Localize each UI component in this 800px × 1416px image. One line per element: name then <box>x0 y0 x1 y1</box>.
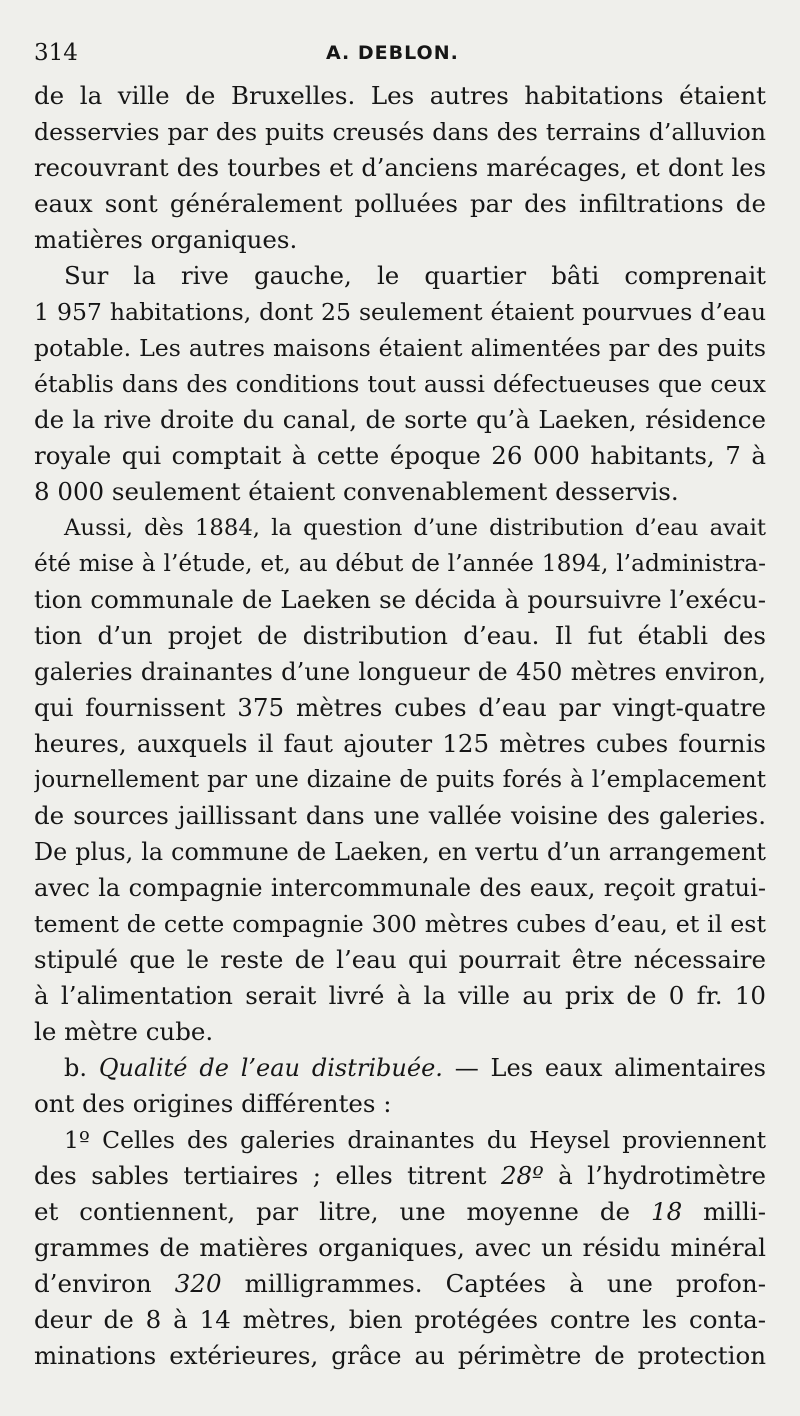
running-head <box>34 28 766 78</box>
text-line: De plus, la commune de Laeken, en vertu d’un arrangement <box>34 838 766 866</box>
text-line: 1 957 habitations, dont 25 seulement étaient pourvues d’eau <box>34 298 766 326</box>
text-line: heures, auxquels il faut ajouter 125 mètres cubes fournis <box>34 729 766 758</box>
header-author: A. DEBLON. <box>326 42 459 64</box>
text-line: établis dans des conditions tout aussi défectueuses que ceux <box>34 370 766 398</box>
item-1-line-5 <box>34 1266 766 1302</box>
item-1-line-1: 1º Celles des galeries drainantes du Heysel proviennent <box>64 1126 766 1154</box>
text-line: tion d’un projet de distribution d’eau. Il fut établi des <box>34 621 766 650</box>
item-1-line-2-b: à l’hydrotimètre <box>543 1161 766 1190</box>
text-line: tion communale de Laeken se décida à poursuivre l’exécu- <box>34 585 766 614</box>
item-1-line-2-italic: 28º <box>500 1161 544 1190</box>
page-number: 314 <box>34 40 78 66</box>
section-heading-line <box>34 1050 766 1086</box>
text-line: avec la compagnie intercommunale des eaux, reçoit gratui- <box>34 874 766 902</box>
text-line: desservies par des puits creusés dans des terrains d’alluvion <box>34 118 766 146</box>
paragraph-lines-after <box>34 1086 766 1122</box>
item-1-line-3-a: et contiennent, par litre, une moyenne de <box>34 1197 651 1226</box>
item-1-line-2-a: des sables tertiaires ; elles titrent <box>34 1161 501 1190</box>
text-line: ont des origines différentes : <box>34 1089 392 1118</box>
text-line: recouvrant des tourbes et d’anciens marécages, et dont les <box>34 154 766 182</box>
item-1-line-3-italic: 18 <box>651 1197 683 1226</box>
section-title-rest: — Les eaux alimentaires <box>442 1054 766 1082</box>
item-1-line-5-b: milligrammes. Captées à une profon- <box>221 1269 766 1298</box>
text-line: de la rive droite du canal, de sorte qu’à Laeken, résidence <box>34 405 766 434</box>
section-title: Qualité de l’eau distribuée. <box>98 1054 443 1082</box>
text-line: à l’alimentation serait livré à la ville au prix de 0 fr. 10 <box>34 981 766 1010</box>
item-1-line-4: grammes de matières organiques, avec un résidu minéral <box>34 1233 766 1262</box>
text-line: galeries drainantes d’une longueur de 450 mètres environ, <box>34 657 766 686</box>
text-line: été mise à l’étude, et, au début de l’année 1894, l’administra- <box>34 550 766 577</box>
body-text <box>34 78 766 1374</box>
section-prefix: b. <box>64 1054 99 1082</box>
item-1-line-7: minations extérieures, grâce au périmètre de protection <box>34 1341 766 1370</box>
text-line: qui fournissent 375 mètres cubes d’eau par vingt-quatre <box>34 693 766 722</box>
text-line: tement de cette compagnie 300 mètres cubes d’eau, et il est <box>34 910 766 938</box>
text-line: matières organiques. <box>34 225 298 254</box>
item-1-line-3 <box>34 1194 766 1230</box>
text-line: journellement par une dizaine de puits forés à l’emplacement <box>34 766 766 793</box>
text-line: eaux sont généralement polluées par des infiltrations de <box>34 189 766 218</box>
item-1-line-5-a: d’environ <box>34 1269 175 1298</box>
text-line: stipulé que le reste de l’eau qui pourrait être nécessaire <box>34 945 766 974</box>
paragraph-lines <box>34 78 766 1050</box>
text-line: de la ville de Bruxelles. Les autres habitations étaient <box>34 81 766 110</box>
text-line: de sources jaillissant dans une vallée voisine des galeries. <box>34 801 766 830</box>
text-line: royale qui comptait à cette époque 26 000 habitants, 7 à <box>34 441 766 470</box>
text-line: potable. Les autres maisons étaient alimentées par des puits <box>34 334 766 362</box>
item-1-line-2 <box>34 1158 766 1194</box>
item-1-line-5-italic: 320 <box>174 1269 222 1298</box>
item-1-line-3-b: milli- <box>682 1197 766 1226</box>
text-line: le mètre cube. <box>34 1017 214 1046</box>
text-line: Sur la rive gauche, le quartier bâti comprenait <box>64 261 766 290</box>
item-1-line-6: deur de 8 à 14 mètres, bien protégées contre les conta- <box>34 1305 766 1334</box>
text-line: Aussi, dès 1884, la question d’une distribution d’eau avait <box>64 515 766 541</box>
text-line: 8 000 seulement étaient convenablement desservis. <box>34 477 679 506</box>
